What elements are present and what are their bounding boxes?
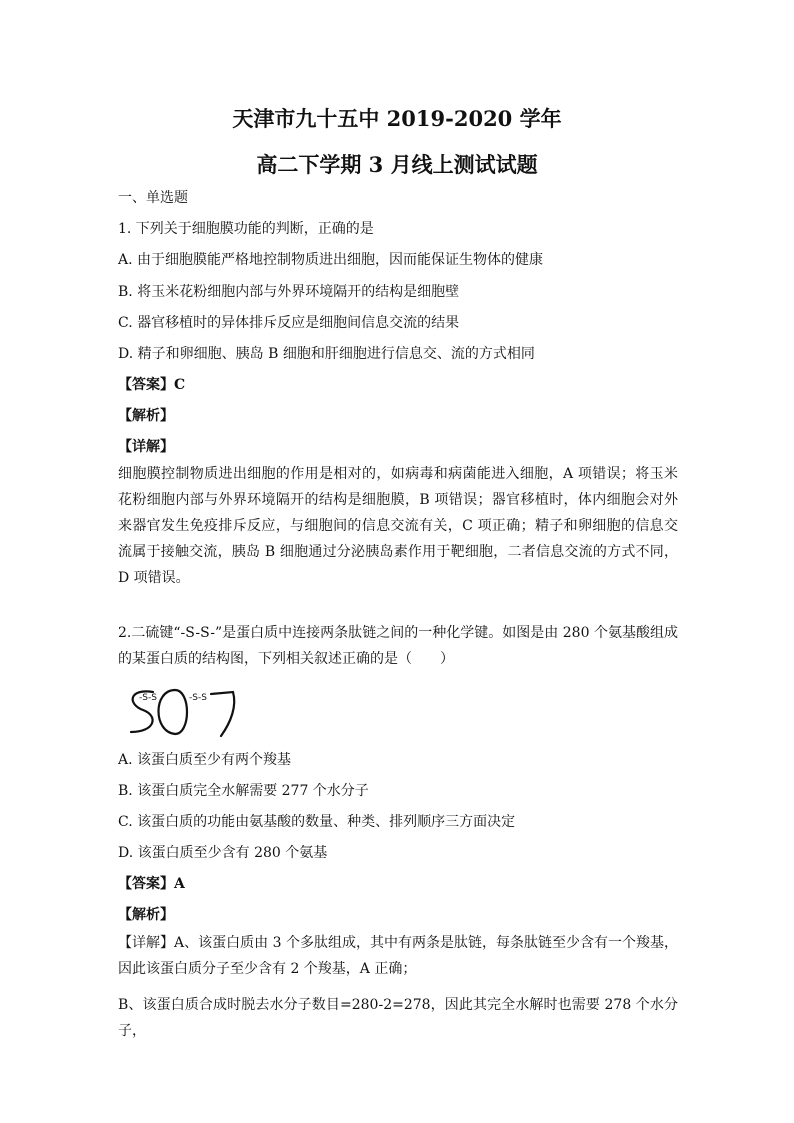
document-title-line-2: 高二下学期 3 月线上测试试题	[256, 152, 538, 177]
question-1-detail-text: 细胞膜控制物质进出细胞的作用是相对的，如病毒和病菌能进入细胞，A 项错误；将玉米花粉细胞内部与外界环境隔开的结构是细胞膜，B 项错误；器官移植时，体内细胞会对外来器官发生免疫排斥反应，与细胞间的信息交流有关，C 项正确；精子和卵细胞的信息交流属于接触交流，胰岛 B 细胞通过分泌胰岛素作用于靶细胞，二者信息交流的方式不同，D 项错误。	[118, 466, 678, 586]
question-1-answer: 【答案】C	[118, 377, 186, 393]
question-1-option-b: B. 将玉米花粉细胞内部与外界环境隔开的结构是细胞壁	[118, 284, 460, 300]
question-1-option-d: D. 精子和卵细胞、胰岛 B 细胞和肝细胞进行信息交、流的方式相同	[118, 346, 535, 362]
question-2-answer: 【答案】A	[118, 876, 185, 892]
question-2-option-a: A. 该蛋白质至少有两个羧基	[118, 752, 292, 768]
question-1-analysis-label: 【解析】	[118, 408, 174, 424]
disulfide-label-left: -S-S	[139, 693, 157, 703]
question-1-option-c: C. 器官移植时的异体排斥反应是细胞间信息交流的结果	[118, 315, 460, 331]
question-2-analysis-label: 【解析】	[118, 907, 174, 923]
disulfide-label-right: -S-S	[189, 693, 207, 703]
cyclic-peptide-ring	[159, 690, 188, 734]
question-1-detail-label: 【详解】	[118, 439, 174, 455]
document-title-line-1: 天津市九十五中 2019-2020 学年	[232, 106, 562, 131]
protein-structure-figure	[125, 682, 240, 738]
question-2-detail-a: 【详解】A、该蛋白质由 3 个多肽组成，其中有两条是肽链，每条肽链至少含有一个羧基，因此该蛋白质分子至少含有 2 个羧基，A 正确；	[118, 935, 678, 977]
section-heading: 一、单选题	[118, 190, 188, 206]
polypeptide-chain-2	[211, 692, 234, 736]
question-2-option-c: C. 该蛋白质的功能由氨基酸的数量、种类、排列顺序三方面决定	[118, 814, 516, 830]
question-1-option-a: A. 由于细胞膜能严格地控制物质进出细胞，因而能保证生物体的健康	[118, 252, 544, 268]
question-2-stem: 2.二硫键“-S-S-”是蛋白质中连接两条肽链之间的一种化学键。如图是由 280 个氨基酸组成的某蛋白质的结构图，下列相关叙述正确的是（ ）	[118, 625, 678, 667]
question-2-option-b: B. 该蛋白质完全水解需要 277 个水分子	[118, 783, 369, 799]
question-2-detail-b: B、该蛋白质合成时脱去水分子数目=280-2=278，因此其完全水解时也需要 278 个水分子，	[118, 997, 678, 1039]
question-2-option-d: D. 该蛋白质至少含有 280 个氨基	[118, 845, 328, 861]
question-1-stem: 1. 下列关于细胞膜功能的判断，正确的是	[118, 221, 374, 237]
